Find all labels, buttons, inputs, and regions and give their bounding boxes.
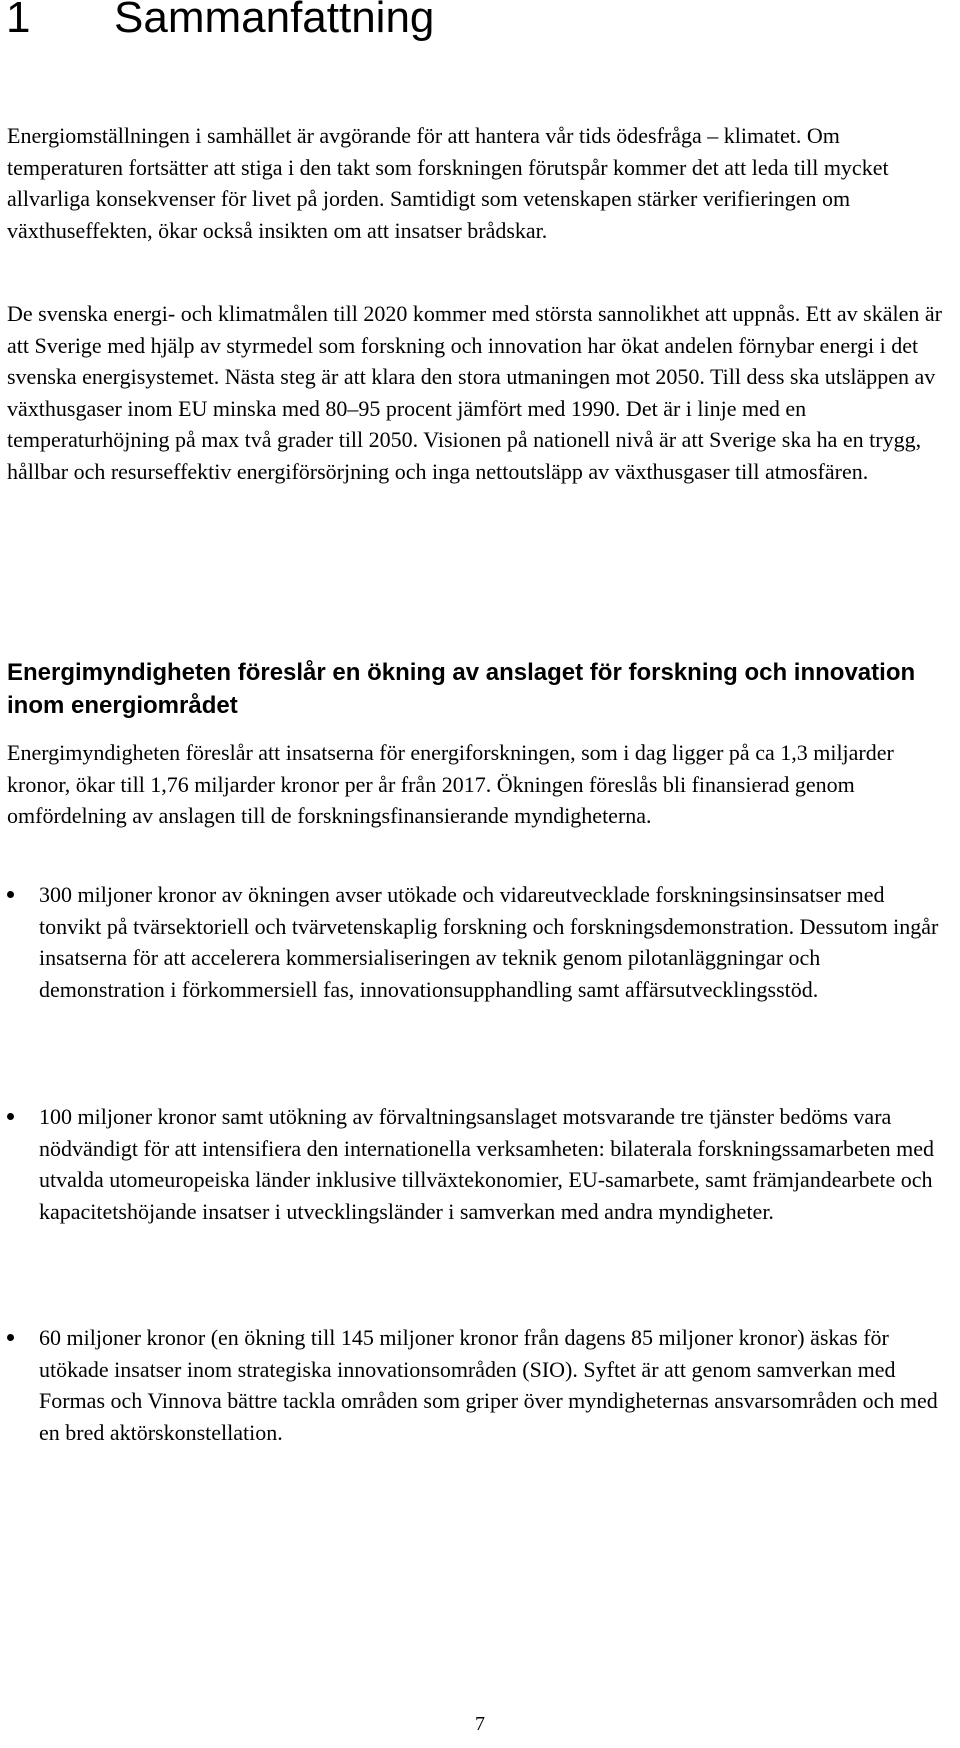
chapter-number: 1 bbox=[6, 0, 31, 42]
list-item-text: 100 miljoner kronor samt utökning av förvaltningsanslaget motsvarande tre tjänster bedöms vara nödvändigt för att intensifiera den internationella verksamheten: bilaterala forskningssamarbeten med utvalda utomeuropeiska länder inklusive tillväxtekonomier, EU-samarbete, samt främjandearbete och kapacitetshöjande insatser i utvecklingsländer i samverkan med andra myndigheter. bbox=[39, 1104, 934, 1224]
list-item-text: 60 miljoner kronor (en ökning till 145 miljoner kronor från dagens 85 miljoner kronor) äskas för utökade insatser inom strategiska innovationsområden (SIO). Syftet är att genom samverkan med Formas och Vinnova bättre tackla områden som griper över myndigheternas ansvarsområden och med en bred aktörskonstellation. bbox=[39, 1325, 938, 1445]
page-number: 7 bbox=[475, 1713, 485, 1735]
bullet-dot-icon bbox=[7, 1113, 14, 1120]
intro-paragraph-1: Energiomställningen i samhället är avgörande för att hantera vår tids ödesfråga – klimatet. Om temperaturen fortsätter att stiga i den takt som forskningen förutspår kommer det att leda till mycket allvarliga konsekvenser för livet på jorden. Samtidigt som vetenskapen stärker verifieringen om växthuseffekten, ökar också insikten om att insatser brådskar. bbox=[7, 123, 889, 243]
bullet-dot-icon bbox=[7, 1334, 14, 1341]
chapter-title-text: Sammanfattning bbox=[114, 0, 435, 42]
section-intro-paragraph: Energimyndigheten föreslår att insatserna för energiforskningen, som i dag ligger på ca 1,3 miljarder kronor, ökar till 1,76 miljarder kronor per år från 2017. Ökningen föreslås bli finansierad genom omfördelning av anslagen till de forskningsfinansierande myndigheterna. bbox=[7, 740, 894, 828]
chapter-title bbox=[6, 0, 434, 44]
intro-paragraph-2: De svenska energi- och klimatmålen till 2020 kommer med största sannolikhet att uppnås. Ett av skälen är att Sverige med hjälp av styrmedel som forskning och innovation har ökat andelen förnybar energi i det svenska energisystemet. Nästa steg är att klara den stora utmaningen mot 2050. Till dess ska utsläppen av växthusgaser inom EU minska med 80–95 procent jämfört med 1990. Det är i linje med en temperaturhöjning på max två grader till 2050. Visionen på nationell nivå är att Sverige ska ha en trygg, hållbar och resurseffektiv energiförsörjning och inga nettoutsläpp av växthusgaser till atmosfären. bbox=[7, 301, 942, 484]
section-heading: Energimyndigheten föreslår en ökning av anslaget för forskning och innovation inom energiområdet bbox=[7, 659, 916, 719]
bullet-dot-icon bbox=[7, 891, 14, 898]
list-item-text: 300 miljoner kronor av ökningen avser utökade och vidareutvecklade forskningsinsinsatser med tonvikt på tvärsektoriell och tvärvetenskaplig forskning och forskningsdemonstration. Dessutom ingår insatserna för att accelerera kommersialiseringen av teknik genom pilotanläggningar och demonstration i förkommersiell fas, innovationsupphandling samt affärsutvecklingsstöd. bbox=[39, 882, 939, 1002]
